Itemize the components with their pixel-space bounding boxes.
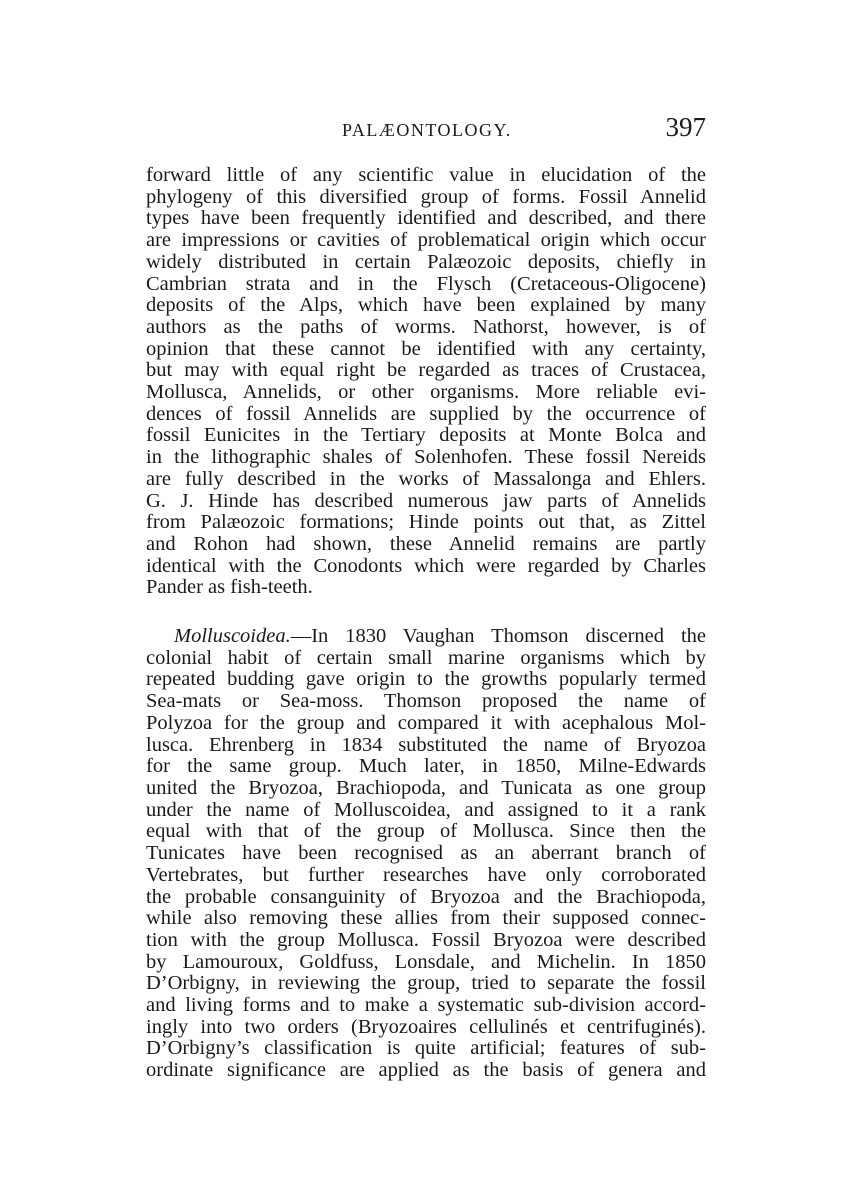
text-line: D’Orbigny’s classification is quite artificial; features of sub- <box>146 1037 706 1060</box>
running-title: PALÆONTOLOGY. <box>342 120 512 140</box>
text-line: phylogeny of this diversified group of forms. Fossil Annelid <box>146 185 706 208</box>
text-line: by Lamouroux, Goldfuss, Lonsdale, and Michelin. In 1850 <box>146 950 706 973</box>
text-line: are fully described in the works of Massalonga and Ehlers. <box>146 467 706 490</box>
body-text <box>146 165 706 1082</box>
text-line: in the lithographic shales of Solenhofen. These fossil Nereids <box>146 446 706 469</box>
running-head <box>146 112 706 152</box>
paragraph-gap <box>146 599 706 626</box>
section-heading: Molluscoidea. <box>174 625 291 648</box>
text-line: Sea-mats or Sea-moss. Thomson proposed the name of <box>146 690 706 713</box>
text-line: Pander as fish-teeth. <box>146 576 313 599</box>
text-line: Tunicates have been recognised as an aberrant branch of <box>146 842 706 865</box>
text-line: Cambrian strata and in the Flysch (Cretaceous-Oligocene) <box>146 272 706 295</box>
text-line: authors as the paths of worms. Nathorst, however, is of <box>146 315 706 338</box>
text-line: dences of fossil Annelids are supplied by the occurrence of <box>146 402 706 425</box>
text-line: tion with the group Mollusca. Fossil Bryozoa were described <box>146 928 706 951</box>
text-line: lusca. Ehrenberg in 1834 substituted the name of Bryozoa <box>146 733 706 756</box>
paragraph-molluscoidea <box>146 626 706 1082</box>
text-line: ordinate significance are applied as the basis of genera and <box>146 1059 706 1082</box>
text-line: are impressions or cavities of problematical origin which occur <box>146 229 706 252</box>
first-line-text: —In 1830 Vaughan Thomson discerned the <box>290 625 706 648</box>
text-line: Vertebrates, but further researches have only corroborated <box>146 863 706 886</box>
text-line: D’Orbigny, in reviewing the group, tried to separate the fossil <box>146 972 706 995</box>
text-line: while also removing these allies from their supposed connec- <box>146 907 706 930</box>
page-number: 397 <box>665 112 706 142</box>
text-line: widely distributed in certain Palæozoic deposits, chiefly in <box>146 250 706 273</box>
text-line: and Rohon had shown, these Annelid remains are partly <box>146 532 706 555</box>
text-line: ingly into two orders (Bryozoaires cellulinés et centrifuginés). <box>146 1015 706 1038</box>
text-line: repeated budding gave origin to the growths popularly termed <box>146 668 706 691</box>
text-line: G. J. Hinde has described numerous jaw parts of Annelids <box>146 489 706 512</box>
text-line-first <box>146 626 706 648</box>
text-line: forward little of any scientific value in elucidation of the <box>146 164 706 186</box>
paragraph-annelids <box>146 165 706 599</box>
text-line: deposits of the Alps, which have been explained by many <box>146 294 706 317</box>
text-line: equal with that of the group of Mollusca. Since then the <box>146 820 706 843</box>
text-line: but may with equal right be regarded as traces of Crustacea, <box>146 359 706 382</box>
text-line: Mollusca, Annelids, or other organisms. More reliable evi- <box>146 381 706 404</box>
text-line: types have been frequently identified and described, and there <box>146 207 706 230</box>
text-line: united the Bryozoa, Brachiopoda, and Tunicata as one group <box>146 776 706 799</box>
text-line: under the name of Molluscoidea, and assigned to it a rank <box>146 798 706 821</box>
text-line: fossil Eunicites in the Tertiary deposits at Monte Bolca and <box>146 424 706 447</box>
text-line: the probable consanguinity of Bryozoa and the Brachiopoda, <box>146 885 706 908</box>
text-line: for the same group. Much later, in 1850, Milne-Edwards <box>146 755 706 778</box>
text-line: Polyzoa for the group and compared it with acephalous Mol- <box>146 711 706 734</box>
text-line: and living forms and to make a systematic sub-division accord- <box>146 994 706 1017</box>
text-line: from Palæozoic formations; Hinde points out that, as Zittel <box>146 511 706 534</box>
text-line: opinion that these cannot be identified with any certainty, <box>146 337 706 360</box>
text-line: identical with the Conodonts which were regarded by Charles <box>146 554 706 577</box>
text-line: colonial habit of certain small marine organisms which by <box>146 646 706 669</box>
